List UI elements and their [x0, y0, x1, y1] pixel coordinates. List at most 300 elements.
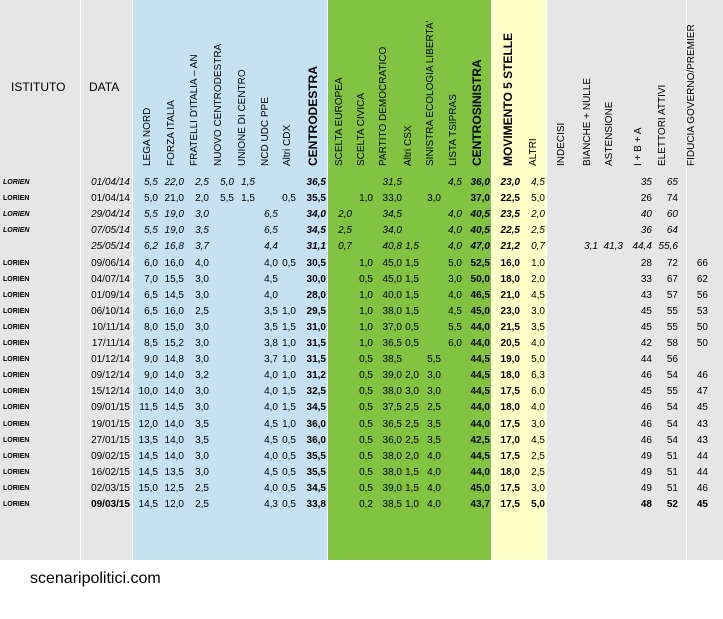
- cell-sc: 1,0: [359, 305, 373, 317]
- cell-altricsx: 1,5: [405, 482, 419, 494]
- cell-csx: 44,5: [470, 354, 490, 366]
- cell-ncd: 4,5: [264, 418, 278, 430]
- cell-fiducia: 46: [696, 370, 708, 382]
- cell-fiducia: 50: [696, 321, 708, 333]
- cell-lega: 14,5: [138, 450, 158, 462]
- cell-cdx: 31,1: [306, 241, 326, 253]
- cell-altri: 5,0: [531, 193, 545, 205]
- cell-m5s: 18,0: [500, 402, 520, 414]
- cell-cdx: 31,5: [306, 338, 326, 349]
- cell-pd: 38,0: [382, 450, 402, 462]
- cell-sc: 0,5: [359, 434, 373, 446]
- row-istituto: LORIEN: [3, 356, 30, 364]
- cell-fi: 19,0: [164, 209, 184, 221]
- row-istituto: LORIEN: [3, 259, 30, 267]
- column-header-iba: I + B + A: [633, 127, 644, 166]
- cell-altri: 1,0: [531, 257, 545, 269]
- cell-fiducia: 56: [696, 289, 708, 301]
- cell-fdi: 2,5: [195, 305, 209, 317]
- cell-csx: 40,5: [470, 209, 490, 221]
- cell-elettori: 55: [666, 321, 678, 333]
- cell-fdi: 3,0: [195, 354, 209, 366]
- cell-fiducia: 44: [696, 466, 708, 478]
- cell-altricsx: 0,5: [405, 338, 419, 349]
- cell-altricsx: 1,5: [405, 257, 419, 269]
- cell-fdi: 3,0: [195, 466, 209, 478]
- row-istituto: LORIEN: [3, 323, 30, 331]
- cell-altricsx: 1,5: [405, 289, 419, 301]
- cell-iba: 36: [640, 225, 652, 237]
- cell-pd: 38,0: [382, 305, 402, 317]
- cell-cdx: 31,5: [306, 354, 326, 366]
- cell-altri: 3,0: [531, 418, 545, 430]
- cell-altricdx: 1,5: [282, 321, 296, 333]
- cell-elettori: 51: [666, 466, 678, 478]
- column-header-nc: NUOVO CENTRODESTRA: [213, 43, 224, 166]
- cell-csx: 45,0: [470, 305, 490, 317]
- cell-sc: 0,5: [359, 386, 373, 398]
- cell-sel: 4,0: [427, 499, 441, 510]
- cell-altri: 4,0: [531, 338, 545, 349]
- row-istituto: LORIEN: [3, 501, 30, 508]
- cell-ncd: 4,5: [264, 466, 278, 478]
- cell-pd: 37,0: [382, 321, 402, 333]
- cell-fi: 14,0: [164, 370, 184, 382]
- cell-iba: 46: [640, 370, 652, 382]
- row-istituto: LORIEN: [3, 388, 30, 396]
- cell-sel: 5,5: [427, 354, 441, 366]
- row-istituto: LORIEN: [3, 404, 30, 412]
- cell-altricsx: 2,5: [405, 418, 419, 430]
- column-header-indecisi: INDECISI: [556, 122, 567, 166]
- cell-fiducia: 53: [696, 305, 708, 317]
- row-date: 09/02/15: [91, 450, 130, 462]
- cell-altricdx: 1,5: [282, 402, 296, 414]
- cell-elettori: 57: [666, 289, 678, 301]
- cell-pd: 33,0: [382, 193, 402, 205]
- cell-csx: 52,5: [470, 257, 490, 269]
- cell-sc: 0,5: [359, 466, 373, 478]
- cell-sel: 3,0: [427, 386, 441, 398]
- cell-altricdx: 1,0: [282, 338, 296, 349]
- cell-altri: 4,5: [531, 177, 545, 188]
- cell-cdx: 29,5: [306, 305, 326, 317]
- cell-m5s: 18,0: [500, 273, 520, 285]
- cell-fdi: 3,0: [195, 209, 209, 221]
- cell-udc: 1,5: [241, 193, 255, 205]
- cell-altri: 2,0: [531, 273, 545, 285]
- cell-cdx: 36,0: [306, 418, 326, 430]
- column-header-se: SCELTA EUROPEA: [334, 77, 345, 166]
- cell-lega: 5,0: [144, 193, 158, 205]
- cell-altricdx: 0,5: [282, 466, 296, 478]
- row-date: 07/05/14: [91, 225, 130, 237]
- cell-altri: 4,0: [531, 402, 545, 414]
- cell-pd: 37,5: [382, 402, 402, 414]
- grid-line: [546, 0, 547, 560]
- cell-pd: 38,0: [382, 386, 402, 398]
- cell-cdx: 34,0: [306, 209, 326, 221]
- column-header-fiducia: FIDUCIA GOVERNO/PREMIER: [686, 24, 697, 166]
- cell-fdi: 3,2: [195, 370, 209, 382]
- cell-iba: 44: [640, 354, 652, 366]
- cell-altricdx: 0,5: [282, 257, 296, 269]
- cell-fi: 19,0: [164, 225, 184, 237]
- cell-elettori: 72: [666, 257, 678, 269]
- row-date: 19/01/15: [91, 418, 130, 430]
- cell-altricdx: 0,5: [282, 193, 296, 205]
- cell-fiducia: 44: [696, 450, 708, 462]
- cell-csx: 44,0: [470, 466, 490, 478]
- row-istituto: LORIEN: [3, 307, 30, 315]
- cell-pd: 34,5: [382, 209, 402, 221]
- cell-pd: 38,5: [382, 354, 402, 366]
- cell-cdx: 31,2: [306, 370, 326, 382]
- cell-cdx: 30,0: [306, 273, 326, 285]
- row-istituto: LORIEN: [3, 211, 30, 219]
- column-header-pd: PARTITO DEMOCRATICO: [378, 46, 389, 166]
- cell-ncd: 4,0: [264, 450, 278, 462]
- cell-sc: 0,5: [359, 273, 373, 285]
- cell-iba: 45: [640, 321, 652, 333]
- column-header-elettori: ELETTORI ATTIVI: [657, 84, 668, 166]
- row-date: 15/12/14: [91, 386, 130, 398]
- cell-elettori: 55: [666, 386, 678, 398]
- cell-se: 2,5: [338, 225, 352, 237]
- cell-sc: 0,2: [359, 499, 373, 510]
- column-header-sc: SCELTA CIVICA: [356, 93, 367, 166]
- cell-m5s: 23,0: [500, 305, 520, 317]
- cell-lega: 8,5: [144, 338, 158, 349]
- cell-fi: 16,0: [164, 305, 184, 317]
- cell-ncd: 3,5: [264, 321, 278, 333]
- row-date: 27/01/15: [91, 434, 130, 446]
- cell-altricdx: 1,0: [282, 418, 296, 430]
- cell-fdi: 3,5: [195, 434, 209, 446]
- cell-cdx: 35,5: [306, 193, 326, 205]
- cell-fi: 15,0: [164, 321, 184, 333]
- cell-pd: 39,0: [382, 370, 402, 382]
- cell-altricsx: 2,0: [405, 370, 419, 382]
- cell-pd: 45,0: [382, 257, 402, 269]
- cell-fdi: 3,0: [195, 289, 209, 301]
- column-header-bn: BIANCHE + NULLE: [582, 77, 593, 166]
- cell-elettori: 51: [666, 450, 678, 462]
- cell-tsipras: 4,0: [448, 241, 462, 253]
- cell-pd: 38,5: [382, 499, 402, 510]
- column-header-altri: ALTRI: [528, 138, 539, 166]
- cell-m5s: 18,0: [500, 466, 520, 478]
- cell-pd: 36,5: [382, 338, 402, 349]
- cell-lega: 7,0: [144, 273, 158, 285]
- cell-se: 0,7: [338, 241, 352, 253]
- cell-fi: 22,0: [164, 177, 184, 188]
- cell-elettori: 54: [666, 418, 678, 430]
- cell-fdi: 3,0: [195, 386, 209, 398]
- cell-altri: 4,5: [531, 434, 545, 446]
- cell-fi: 12,0: [164, 499, 184, 510]
- cell-elettori: 54: [666, 402, 678, 414]
- cell-sc: 1,0: [359, 338, 373, 349]
- cell-cdx: 36,5: [306, 177, 326, 188]
- cell-tsipras: 4,5: [448, 305, 462, 317]
- cell-csx: 44,5: [470, 370, 490, 382]
- cell-ncd: 4,0: [264, 386, 278, 398]
- cell-sc: 0,5: [359, 450, 373, 462]
- cell-sel: 3,5: [427, 418, 441, 430]
- cell-cdx: 35,5: [306, 450, 326, 462]
- cell-lega: 8,0: [144, 321, 158, 333]
- cell-iba: 49: [640, 466, 652, 478]
- cell-nc: 5,0: [220, 177, 234, 188]
- column-header-ast: ASTENSIONE: [604, 101, 615, 166]
- cell-cdx: 32,5: [306, 386, 326, 398]
- cell-se: 2,0: [338, 209, 352, 221]
- cell-sel: 4,0: [427, 466, 441, 478]
- cell-iba: 46: [640, 418, 652, 430]
- cell-altri: 6,3: [531, 370, 545, 382]
- cell-m5s: 16,0: [500, 257, 520, 269]
- cell-fiducia: 45: [696, 402, 708, 414]
- cell-altricsx: 2,5: [405, 402, 419, 414]
- row-istituto: LORIEN: [3, 291, 30, 299]
- cell-lega: 12,0: [138, 418, 158, 430]
- cell-altricsx: 1,5: [405, 241, 419, 253]
- cell-csx: 43,7: [470, 499, 490, 510]
- cell-altricsx: 1,5: [405, 273, 419, 285]
- cell-sc: 0,5: [359, 482, 373, 494]
- cell-tsipras: 4,0: [448, 289, 462, 301]
- row-date: 09/01/15: [91, 402, 130, 414]
- cell-lega: 6,5: [144, 305, 158, 317]
- cell-csx: 37,0: [470, 193, 490, 205]
- cell-csx: 44,0: [470, 418, 490, 430]
- cell-iba: 40: [640, 209, 652, 221]
- row-date: 10/11/14: [91, 321, 130, 333]
- cell-elettori: 54: [666, 434, 678, 446]
- cell-fi: 15,2: [164, 338, 184, 349]
- cell-altri: 4,5: [531, 289, 545, 301]
- cell-pd: 36,5: [382, 418, 402, 430]
- cell-fiducia: 43: [696, 418, 708, 430]
- cell-lega: 5,5: [144, 209, 158, 221]
- cell-ncd: 4,0: [264, 289, 278, 301]
- column-header-lega: LEGA NORD: [142, 107, 153, 166]
- cell-altricdx: 1,5: [282, 386, 296, 398]
- cell-fiducia: 45: [696, 499, 708, 510]
- column-header-ncd: NCD UDC PPE: [260, 97, 271, 166]
- cell-csx: 47,0: [470, 241, 490, 253]
- column-header-tsipras: LISTA TSIPRAS: [448, 94, 459, 166]
- cell-m5s: 17,5: [500, 386, 520, 398]
- row-date: 06/10/14: [91, 305, 130, 317]
- grid-line: [327, 0, 328, 560]
- cell-m5s: 22,5: [500, 225, 520, 237]
- cell-altricsx: 1,5: [405, 466, 419, 478]
- cell-m5s: 17,5: [500, 418, 520, 430]
- cell-sel: 3,0: [427, 193, 441, 205]
- cell-altricsx: 1,0: [405, 499, 419, 510]
- cell-fdi: 4,0: [195, 257, 209, 269]
- cell-ast: 41,3: [603, 241, 623, 253]
- cell-tsipras: 4,0: [448, 209, 462, 221]
- cell-fiducia: 66: [696, 257, 708, 269]
- cell-cdx: 30,5: [306, 257, 326, 269]
- cell-fdi: 3,5: [195, 225, 209, 237]
- column-header-udc: UNIONE DI CENTRO: [237, 69, 248, 166]
- row-istituto: LORIEN: [3, 195, 30, 203]
- cell-fdi: 2,5: [195, 482, 209, 494]
- cell-m5s: 18,0: [500, 370, 520, 382]
- cell-iba: 26: [640, 193, 652, 205]
- cell-ncd: 3,5: [264, 305, 278, 317]
- cell-lega: 11,5: [139, 402, 158, 414]
- cell-cdx: 28,0: [306, 289, 326, 301]
- cell-elettori: 55,6: [658, 241, 678, 253]
- cell-ncd: 4,0: [264, 402, 278, 414]
- cell-altricdx: 1,0: [282, 354, 296, 366]
- cell-ncd: 4,3: [264, 499, 278, 510]
- cell-altricsx: 1,5: [405, 305, 419, 317]
- cell-elettori: 55: [666, 305, 678, 317]
- cell-altricdx: 1,0: [282, 305, 296, 317]
- cell-fdi: 3,0: [195, 450, 209, 462]
- cell-csx: 44,5: [470, 386, 490, 398]
- cell-lega: 5,5: [144, 177, 158, 188]
- cell-csx: 44,0: [470, 338, 490, 349]
- cell-altri: 0,7: [531, 241, 545, 253]
- cell-fiducia: 46: [696, 482, 708, 494]
- cell-iba: 46: [640, 434, 652, 446]
- cell-ncd: 4,0: [264, 482, 278, 494]
- cell-iba: 42: [640, 338, 652, 349]
- cell-csx: 40,5: [470, 225, 490, 237]
- cell-m5s: 21,0: [500, 289, 520, 301]
- cell-ncd: 3,7: [264, 354, 278, 366]
- cell-fiducia: 47: [696, 386, 708, 398]
- cell-sc: 0,5: [359, 370, 373, 382]
- cell-lega: 14,5: [138, 466, 158, 478]
- cell-m5s: 21,2: [500, 241, 520, 253]
- row-istituto: LORIEN: [3, 420, 30, 428]
- cell-m5s: 17,5: [500, 450, 520, 462]
- cell-tsipras: 4,0: [448, 225, 462, 237]
- cell-lega: 15,0: [138, 482, 158, 494]
- cell-altri: 6,0: [531, 386, 545, 398]
- row-istituto: LORIEN: [3, 275, 30, 283]
- cell-elettori: 65: [666, 177, 678, 188]
- cell-altri: 2,5: [531, 450, 545, 462]
- row-istituto: LORIEN: [3, 452, 30, 460]
- row-istituto: LORIEN: [3, 484, 30, 492]
- cell-pd: 45,0: [382, 273, 402, 285]
- row-date: 01/12/14: [91, 354, 130, 366]
- cell-lega: 6,0: [144, 257, 158, 269]
- cell-fi: 14,0: [164, 386, 184, 398]
- cell-fdi: 3,0: [195, 321, 209, 333]
- cell-iba: 35: [640, 177, 652, 188]
- cell-csx: 44,5: [470, 450, 490, 462]
- cell-elettori: 64: [666, 225, 678, 237]
- cell-m5s: 17,0: [500, 434, 520, 446]
- cell-fi: 16,8: [164, 241, 184, 253]
- cell-iba: 49: [640, 482, 652, 494]
- row-date: 09/06/14: [91, 257, 130, 269]
- cell-iba: 49: [640, 450, 652, 462]
- column-header-altricdx: Altri CDX: [282, 124, 293, 166]
- cell-fiducia: 43: [696, 434, 708, 446]
- cell-pd: 31,5: [382, 177, 402, 188]
- cell-fdi: 3,0: [195, 402, 209, 414]
- cell-altri: 5,0: [531, 354, 545, 366]
- row-istituto: LORIEN: [3, 468, 30, 476]
- cell-elettori: 54: [666, 370, 678, 382]
- cell-fi: 12,5: [164, 482, 184, 494]
- cell-tsipras: 3,0: [448, 273, 462, 285]
- cell-fi: 15,5: [164, 273, 184, 285]
- cell-csx: 45,0: [470, 482, 490, 494]
- column-header-fi: FORZA ITALIA: [166, 100, 177, 166]
- cell-cdx: 31,0: [306, 321, 326, 333]
- cell-m5s: 21,5: [500, 321, 520, 333]
- cell-altricsx: 3,0: [405, 386, 419, 398]
- cell-pd: 39,0: [382, 482, 402, 494]
- row-date: 04/07/14: [91, 273, 130, 285]
- cell-iba: 45: [640, 386, 652, 398]
- cell-fi: 16,0: [164, 257, 184, 269]
- cell-fi: 14,0: [164, 418, 184, 430]
- cell-cdx: 34,5: [306, 402, 326, 414]
- cell-fdi: 2,5: [195, 177, 209, 188]
- cell-sc: 0,5: [359, 418, 373, 430]
- cell-sel: 3,0: [427, 370, 441, 382]
- cell-elettori: 56: [666, 354, 678, 366]
- cell-fdi: 3,0: [195, 338, 209, 349]
- cell-fdi: 3,7: [195, 241, 209, 253]
- cell-sc: 1,0: [359, 289, 373, 301]
- cell-m5s: 23,5: [500, 209, 520, 221]
- row-istituto: LORIEN: [3, 340, 30, 347]
- cell-lega: 14,5: [138, 499, 158, 510]
- cell-fdi: 3,5: [195, 418, 209, 430]
- cell-pd: 40,0: [382, 289, 402, 301]
- cell-fi: 14,8: [164, 354, 184, 366]
- cell-elettori: 58: [666, 338, 678, 349]
- row-date: 02/03/15: [91, 482, 130, 494]
- cell-sel: 2,5: [427, 402, 441, 414]
- cell-altricsx: 2,5: [405, 434, 419, 446]
- cell-fi: 14,5: [164, 289, 184, 301]
- cell-csx: 50,0: [470, 273, 490, 285]
- cell-cdx: 34,5: [306, 225, 326, 237]
- cell-tsipras: 5,0: [448, 257, 462, 269]
- cell-m5s: 20,5: [500, 338, 520, 349]
- cell-tsipras: 4,5: [448, 177, 462, 188]
- cell-ncd: 4,0: [264, 370, 278, 382]
- cell-altricsx: 0,5: [405, 321, 419, 333]
- row-date: 29/04/14: [91, 209, 130, 221]
- cell-fi: 21,0: [164, 193, 184, 205]
- footer-source: scenaripolitici.com: [30, 570, 161, 587]
- cell-altri: 2,5: [531, 466, 545, 478]
- row-date: 01/04/14: [91, 193, 130, 205]
- cell-m5s: 23,0: [500, 177, 520, 188]
- cell-sel: 4,0: [427, 450, 441, 462]
- cell-lega: 5,5: [144, 225, 158, 237]
- cell-altri: 3,0: [531, 305, 545, 317]
- cell-altri: 2,0: [531, 209, 545, 221]
- cell-lega: 6,2: [144, 241, 158, 253]
